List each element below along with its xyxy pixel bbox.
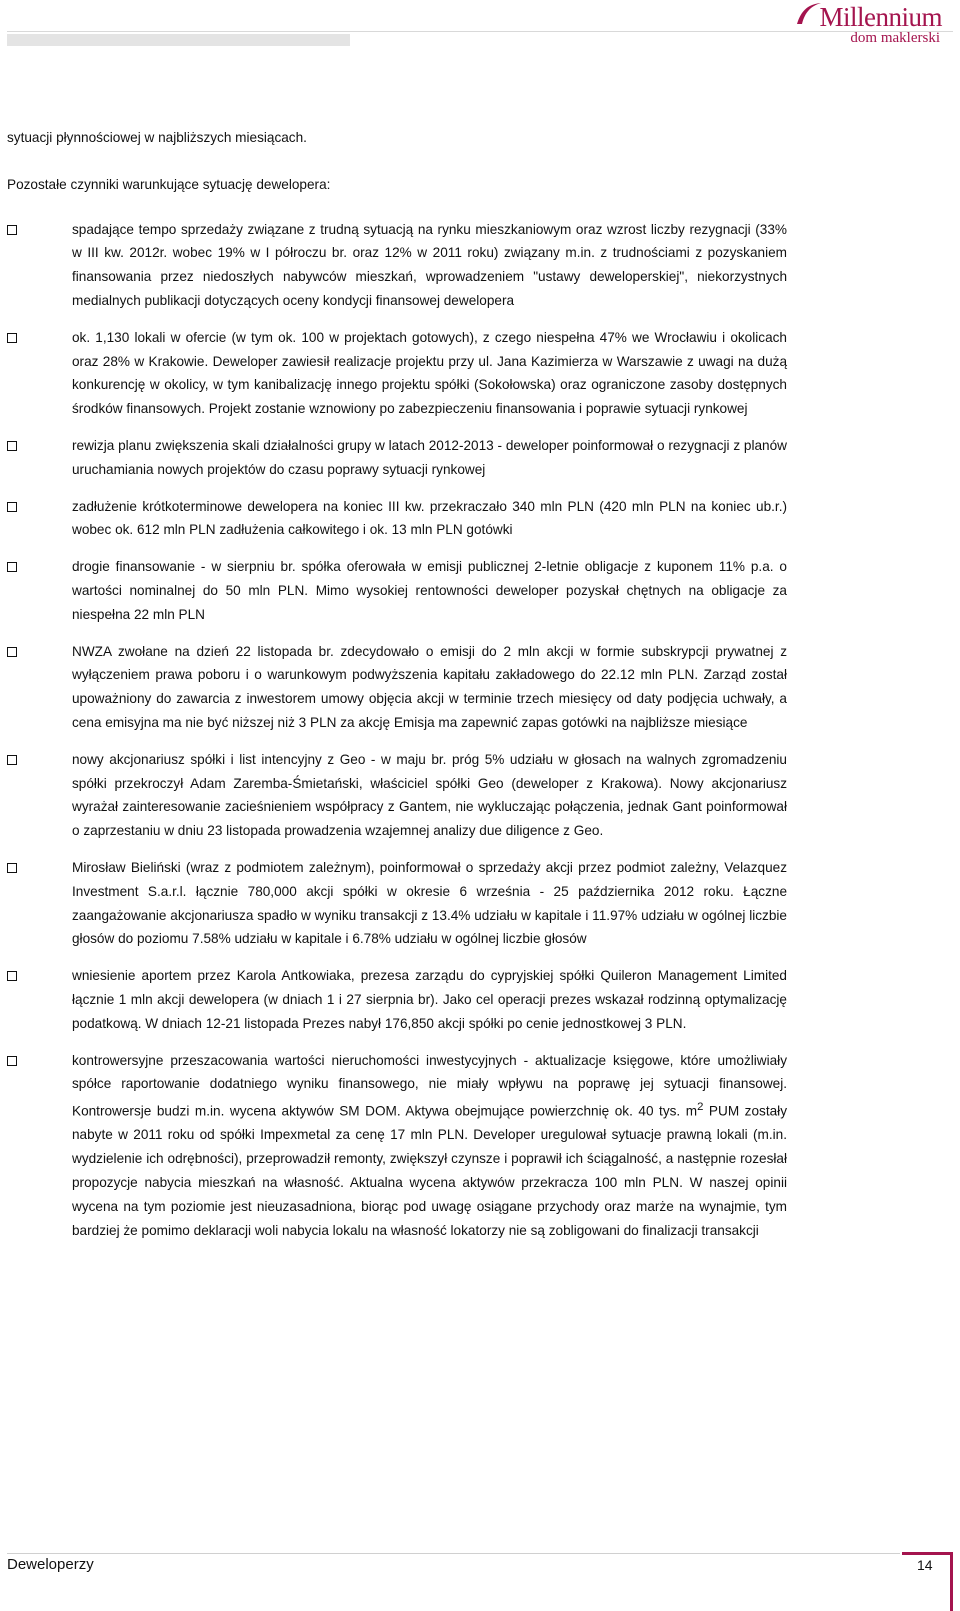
list-item: [7, 495, 787, 543]
list-item: [7, 856, 787, 951]
checkbox-bullet-icon: [7, 863, 17, 873]
list-item: [7, 555, 787, 626]
list-item-text: rewizja planu zwiększenia skali działalności grupy w latach 2012-2013 - deweloper poinformował o rezygnacji z planów uruchamiania nowych projektów do czasu poprawy sytuacji rynkowej: [72, 437, 787, 477]
list-item-text: nowy akcjonariusz spółki i list intencyjny z Geo - w maju br. próg 5% udziału w głosach na walnych zgromadzeniu spółki przekroczył Adam Zaremba-Śmietański, właściciel spółki Geo (deweloper z Krakowa). Nowy akcjonariusz wyrażał zainteresowanie zacieśnieniem współpracy z Gantem, nie wykluczając połączenia, jednak Gant poinformował o zaprzestaniu w dniu 23 listopada prowadzenia wzajemnej analizy due diligence z Geo.: [72, 751, 787, 839]
list-item: [7, 1049, 787, 1243]
checkbox-bullet-icon: [7, 502, 17, 512]
footer-divider: [7, 1553, 900, 1554]
list-item-text: Mirosław Bieliński (wraz z podmiotem zależnym), poinformował o sprzedaży akcji przez podmiot zależny, Velazquez Investment S.a.r.l. łącznie 780,000 akcji spółki w okresie 6 września - 25 października 2012 roku. Łączne zaangażowanie akcjonariusza spadło w wyniku transakcji z 13.4% udziału w kapitale i 11.97% udziału w ogólnej liczbie głosów do poziomu 7.58% udziału w kapitale i 6.78% udziału w ogólnej liczbie głosów: [72, 859, 787, 947]
list-item-text-part1: kontrowersyjne przeszacowania wartości nieruchomości inwestycyjnych - aktualizacje księgowe, które umożliwiały spółce raportowanie dodatniego wyniku finansowego, nie miały wpływu na poprawę jej sytuacji finansowej. Kontrowersje budzi m.in. wycena aktywów SM DOM. Aktywa obejmujące powierzchnię ok. 40 tys. m: [72, 1052, 787, 1119]
superscript-squared: 2: [697, 1101, 704, 1114]
list-item: [7, 218, 787, 313]
list-item-text: ok. 1,130 lokali w ofercie (w tym ok. 100 w projektach gotowych), z czego niespełna 47% we Wrocławiu i okolicach oraz 28% w Krakowie. Deweloper zawiesił realizacje projektu przy ul. Jana Kazimierza w Warszawie z uwagi na dużą konkurencję w okolicy, w tym kanibalizację innego projektu spółki (Sokołowska) oraz ograniczone zasoby dostępnych środków finansowych. Projekt zostanie wznowiony po zabezpieczeniu finansowania i poprawie sytuacji rynkowej: [72, 329, 787, 417]
list-item: [7, 748, 787, 843]
list-item: [7, 434, 787, 482]
list-item: [7, 964, 787, 1035]
checkbox-bullet-icon: [7, 971, 17, 981]
factor-list: [7, 218, 787, 1243]
checkbox-bullet-icon: [7, 755, 17, 765]
millennium-logo: [797, 2, 942, 46]
logo-subtitle: dom maklerski: [850, 30, 940, 46]
opening-paragraph: sytuacji płynnościowej w najbliższych miesiącach.: [7, 130, 307, 145]
header-bar: [7, 34, 350, 46]
checkbox-bullet-icon: [7, 225, 17, 235]
list-item-text: drogie finansowanie - w sierpniu br. spółka oferowała w emisji publicznej 2-letnie obligacje z kuponem 11% p.a. o wartości nominalnej do 50 mln PLN. Mimo wysokiej rentowności deweloper pozyskał chętnych na obligacje za niespełna 22 mln PLN: [72, 559, 787, 622]
logo-name: Millennium: [819, 2, 942, 32]
list-item-text-part2: PUM zostały nabyte w 2011 roku od spółki Impexmetal za cenę 17 mln PLN. Developer uregulował sytuacje prawną lokali (m.in. wydzielenie ich odrębności), przeprowadził remonty, zwiększył czynsze i poprawił ich ściągalność, a następnie rozesłał propozycje nabycia mieszkań na własność. Aktualna wycena aktywów przekracza 100 mln PLN. W naszej opinii wycena na tym poziomie jest nieuzasadniona, biorąc pod uwagę osiągane przychody oraz marże na wynajmie, tym bardziej że pomimo deklaracji woli nabycia lokalu na własność lokatorzy nie są zobligowani do finalizacji transakcji: [72, 1103, 787, 1238]
checkbox-bullet-icon: [7, 333, 17, 343]
logo-swoosh-icon: [793, 0, 823, 30]
report-body: [7, 126, 787, 1255]
intro-paragraph: Pozostałe czynniki warunkujące sytuację dewelopera:: [7, 176, 331, 192]
list-item: [7, 640, 787, 735]
checkbox-bullet-icon: [7, 441, 17, 451]
footer-section-title: Deweloperzy: [7, 1556, 94, 1573]
list-item-text: spadające tempo sprzedaży związane z trudną sytuacją na rynku mieszkaniowym oraz wzrost liczby rezygnacji (33% w III kw. 2012r. wobec 19% w I półroczu br. oraz 12% w 2011 roku) związany m.in. z trudnościami z pozyskaniem finansowania przez niedoszłych nabywców mieszkań, wprowadzeniem "ustawy deweloperskiej", niekorzystnych medialnych publikacji dotyczących oceny kondycji finansowej dewelopera: [72, 221, 787, 308]
checkbox-bullet-icon: [7, 562, 17, 572]
list-item: [7, 326, 787, 421]
checkbox-bullet-icon: [7, 647, 17, 657]
list-item-text: NWZA zwołane na dzień 22 listopada br. zdecydowało o emisji do 2 mln akcji w formie subskrypcji prywatnej z wyłączeniem prawa poboru i o warunkowym podwyższenia kapitału zakładowego do 22.12 mln PLN. Zarząd został upoważniony do zawarcia z inwestorem umowy objęcia akcji w terminie trzech miesięcy od daty podjęcia uchwały, a cena emisyjna ma nie być niższej niż 3 PLN za akcję Emisja ma zapewnić zapas gotówki na najbliższe miesiące: [72, 643, 787, 730]
footer-accent-side: [950, 1552, 953, 1611]
checkbox-bullet-icon: [7, 1056, 17, 1066]
page-number: 14: [917, 1557, 933, 1573]
list-item-text: wniesienie aportem przez Karola Antkowiaka, prezesa zarządu do cypryjskiej spółki Quileron Management Limited łącznie 1 mln akcji dewelopera (w dniach 1 i 27 sierpnia br). Jako cel operacji prezes wskazał rodzinną optymalizację podatkową. W dniach 12-21 listopada Prezes nabył 176,850 akcji spółki po cenie jednostkowej 3 PLN.: [72, 968, 787, 1031]
list-item-text: zadłużenie krótkoterminowe dewelopera na koniec III kw. przekraczało 340 mln PLN (420 mln PLN na koniec ub.r.) wobec ok. 612 mln PLN zadłużenia całkowitego i ok. 13 mln PLN gotówki: [72, 498, 787, 538]
list-item-text: [72, 1049, 787, 1243]
